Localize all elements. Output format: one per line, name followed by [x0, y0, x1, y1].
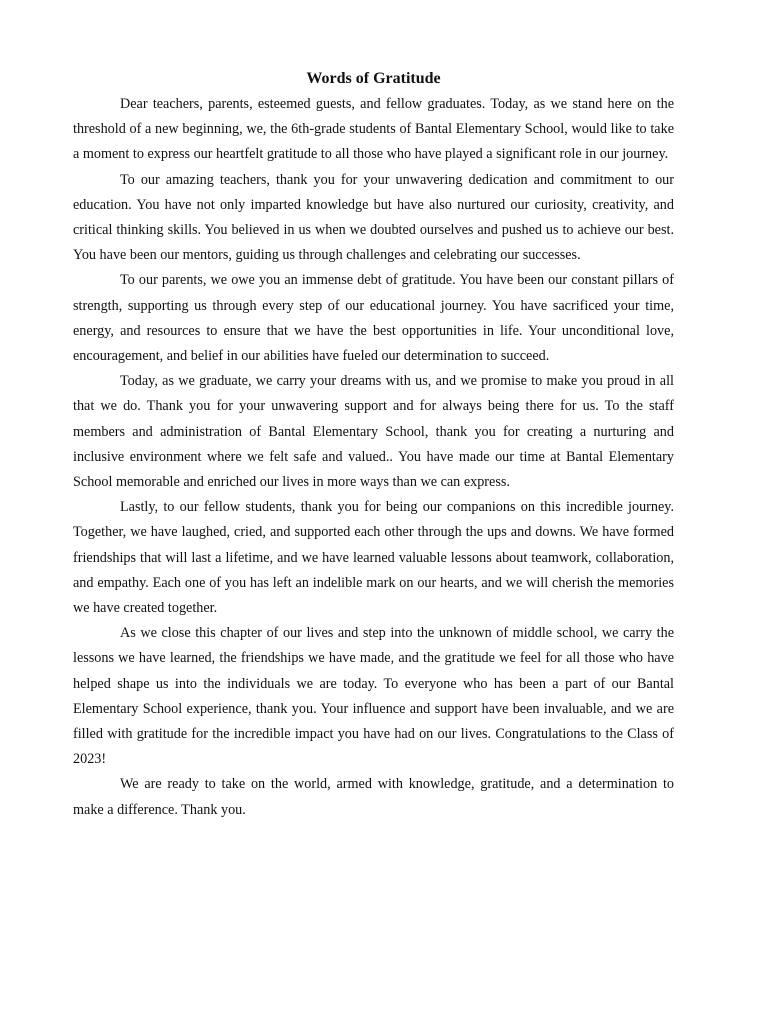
paragraph-teachers: To our amazing teachers, thank you for your unwavering dedication and commitment to our education. You have not only imparted knowledge but have also nurtured our curiosity, creativity, and critical thinking skills. You believed in us when we doubted ourselves and pushed us to achieve our best. You have been our mentors, guiding us through challenges and celebrating our successes.	[73, 171, 674, 264]
paragraph-final: We are ready to take on the world, armed with knowledge, gratitude, and a determination to make a difference. Thank you.	[73, 776, 674, 818]
paragraph-parents: To our parents, we owe you an immense debt of gratitude. You have been our constant pillars of strength, supporting us through every step of our educational journey. You have sacrificed your time, energy, and resources to ensure that we have the best opportunities in life. Your unconditional love, encouragement, and belief in our abilities have fueled our determination to succeed.	[73, 272, 674, 365]
paragraph-graduation: Today, as we graduate, we carry your dreams with us, and we promise to make you proud in all that we do. Thank you for your unwavering support and for always being there for us. To the staff members and administration of Bantal Elementary School, thank you for creating a nurturing and inclusive environment where we felt safe and valued.. You have made our time at Bantal Elementary School memorable and enriched our lives in more ways than we can express.	[73, 373, 674, 491]
paragraph-closing-chapter: As we close this chapter of our lives and step into the unknown of middle school, we carry the lessons we have learned, the friendships we have made, and the gratitude we feel for all those who have helped shape us into the individuals we are today. To everyone who has been a part of our Bantal Elementary School experience, thank you. Your influence and support have been invaluable, and we are filled with gratitude for the incredible impact you have had on our lives. Congratulations to the Class of 2023!	[73, 625, 674, 768]
paragraph-greeting: Dear teachers, parents, esteemed guests, and fellow graduates. Today, as we stand here on the threshold of a new beginning, we, the 6th-grade students of Bantal Elementary School, would like to take a moment to express our heartfelt gratitude to all those who have played a significant role in our journey.	[73, 96, 674, 163]
document-title: Words of Gratitude	[306, 70, 441, 87]
paragraph-students: Lastly, to our fellow students, thank you for being our companions on this incredible journey. Together, we have laughed, cried, and supported each other through the ups and downs. We have formed friendships that will last a lifetime, and we have learned valuable lessons about teamwork, collaboration, and empathy. Each one of you has left an indelible mark on our hearts, and we will cherish the memories we have created together.	[73, 499, 674, 617]
document-page	[73, 66, 674, 823]
